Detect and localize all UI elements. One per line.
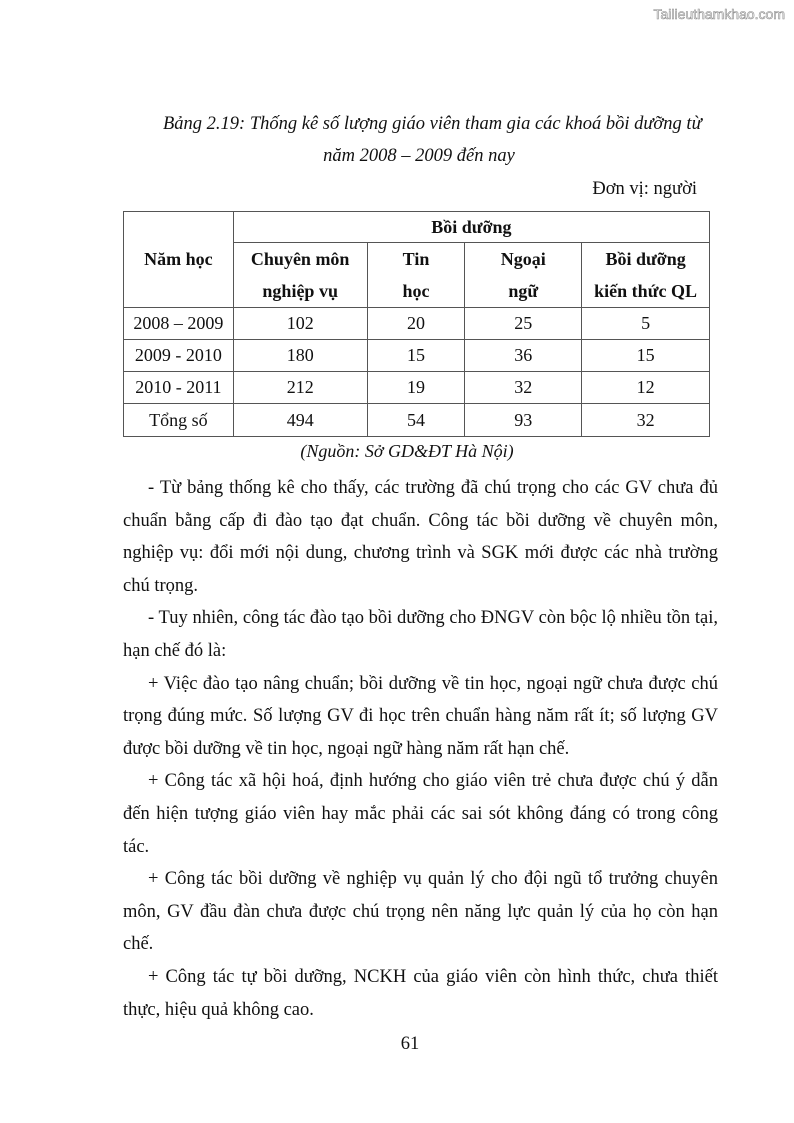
paragraph: + Công tác bồi dưỡng về nghiệp vụ quản lý cho đội ngũ tổ trưởng chuyên môn, GV đầu đàn chưa được chú trọng nên năng lực quản lý của họ còn hạn chế. [123, 869, 718, 955]
body-text [123, 472, 718, 1026]
cell-total-value: 32 [582, 404, 710, 437]
table-row [124, 372, 710, 404]
page-number: 61 [400, 1034, 420, 1054]
paragraph: + Việc đào tạo nâng chuẩn; bồi dưỡng về tin học, ngoại ngữ chưa được chú trọng đúng mức. Số lượng GV đi học trên chuẩn hàng năm rất ít; số lượng GV được bồi dưỡng về tin học, ngoại ngữ hàng năm rất hạn chế. [123, 673, 718, 759]
header-year: Năm học [124, 212, 234, 308]
header-group-training: Bồi dưỡng [233, 212, 709, 243]
table-source: (Nguồn: Sở GD&ĐT Hà Nội) [300, 441, 514, 461]
header-column: Tin học [367, 243, 465, 308]
cell-value: 36 [465, 340, 582, 372]
cell-value: 19 [367, 372, 465, 404]
cell-value: 32 [465, 372, 582, 404]
cell-value: 102 [233, 308, 367, 340]
table-caption-line-2: năm 2008 – 2009 đến nay [323, 146, 515, 166]
cell-total-value: 93 [465, 404, 582, 437]
cell-value: 5 [582, 308, 710, 340]
cell-total-value: 494 [233, 404, 367, 437]
cell-value: 15 [367, 340, 465, 372]
watermark: Tailieuthamkhao.com [653, 6, 785, 22]
paragraph: + Công tác tự bồi dưỡng, NCKH của giáo viên còn hình thức, chưa thiết thực, hiệu quả không cao. [123, 966, 718, 1020]
cell-year: 2009 - 2010 [124, 340, 234, 372]
statistics-table [123, 211, 710, 437]
header-row-group [124, 212, 710, 243]
cell-year: 2008 – 2009 [124, 308, 234, 340]
paragraph: - Từ bảng thống kê cho thấy, các trường đã chú trọng cho các GV chưa đủ chuẩn bằng cấp đi đào tạo đạt chuẩn. Công tác bồi dưỡng về chuyên môn, nghiệp vụ: đổi mới nội dung, chương trình và SGK mới được các nhà trường chú trọng. [123, 478, 718, 596]
unit-label: Đơn vị: người [592, 179, 697, 199]
cell-value: 15 [582, 340, 710, 372]
cell-value: 20 [367, 308, 465, 340]
cell-value: 212 [233, 372, 367, 404]
paragraph: - Tuy nhiên, công tác đào tạo bồi dưỡng cho ĐNGV còn bộc lộ nhiều tồn tại, hạn chế đó là: [123, 608, 718, 661]
total-row [124, 404, 710, 437]
cell-value: 180 [233, 340, 367, 372]
table-caption-line-1: Bảng 2.19: Thống kê số lượng giáo viên tham gia các khoá bồi dưỡng từ [163, 114, 702, 134]
cell-value: 12 [582, 372, 710, 404]
table-row [124, 308, 710, 340]
header-column: Bồi dưỡng kiến thức QL [582, 243, 710, 308]
table-row [124, 340, 710, 372]
cell-value: 25 [465, 308, 582, 340]
header-column: Chuyên môn nghiệp vụ [233, 243, 367, 308]
paragraph: + Công tác xã hội hoá, định hướng cho giáo viên trẻ chưa được chú ý dẫn đến hiện tượng giáo viên hay mắc phải các sai sót không đáng có trong công tác. [123, 771, 718, 857]
cell-total-label: Tổng số [124, 404, 234, 437]
cell-year: 2010 - 2011 [124, 372, 234, 404]
cell-total-value: 54 [367, 404, 465, 437]
header-column: Ngoại ngữ [465, 243, 582, 308]
